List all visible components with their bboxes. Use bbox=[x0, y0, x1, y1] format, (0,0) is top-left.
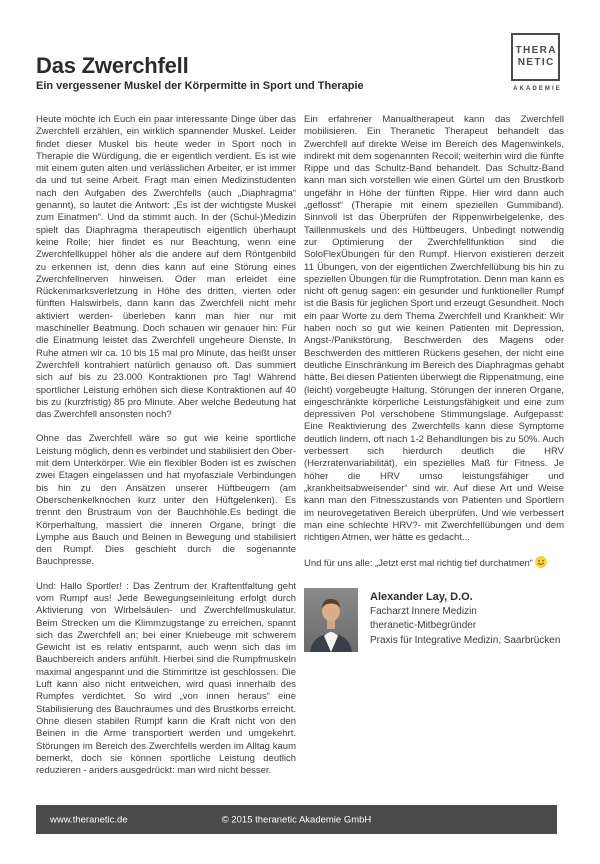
paragraph: Und: Hallo Sportler! : Das Zentrum der Kraftentfaltung geht vom Rumpf aus! Jede Bewegungseinleitung erfolgt durch Aktivierung von Wirbelsäulen- und Zwerchfellmuskulatur. Beim Strecken um die Klimmzugstange zu erreichen, spannt sich das Zwerchfell an; bei einer Kniebeuge mit schwerem Gewicht ist es relativ entspannt, auch wenn sich das im Bauchbereich anders anfühlt. Hierbei sind die Rumpfmuskeln maximal angespannt und die Stimmritze ist geschlossen. Die Luft kann also nicht entweichen, wird quasi innerhalb des Rumpfes verdichtet. So wird „von innen heraus“ eine Stabilisierung des Bauchraumes und des Brustkorbs erreicht. Ohne diesen stabilen Rumpf kann die Kraft nicht von den Beinen in die Arme transportiert werden und umgekehrt. Störungen im Bereich des Zwerchfells werden im Alltag kaum bemerkt, doch sie können sportliche Leistung deutlich reduzieren - anders ausgedrückt: man wird nicht besser. bbox=[36, 580, 296, 777]
logo-text-line1: THERA bbox=[515, 45, 557, 56]
closing-line bbox=[304, 556, 564, 570]
author-name: Alexander Lay, D.O. bbox=[370, 590, 473, 603]
paragraph: Heute möchte ich Euch ein paar interessante Dinge über das Zwerchfell erzählen, ein wirklich spannender Muskel. Leider findet dieser Muskel bis heute weder in Sport noch in Therapie die Würdigung, die er eigentlich verdient. Es ist wie mit einem guten alten und verlässlichen Arbeiter, er ist immer da und tut seine Arbeit. Fragt man einen Medizinstudenten nach den Aufgaben des Zwerchfells (auch „Diaphragma“ genannt), so lautet die Antwort: „Es ist der wichtigste Muskel zum Einatmen“. Und da stimmt auch. In der (Schul-)Medizin spielt das Diaphragma therapeutisch eigentlich überhaupt keine Rolle; hier findet es nur Beachtung, wenn eine Zwerchfellkuppel höher als die andere auf dem Röntgenbild zu erkennen ist, denn dies kann auf eine Störung eines Zwerchfellnerven hinweisen. Oder man erleidet eine Rückenmarksverletzung in Höhe des dritten, vierten oder fünften Halswirbels, dann kann das Zwerchfell nicht mehr aktiviert werden- überleben kann man hier nur mit maschineller Beatmung. Doch schauen wir genauer hin: Für die Einatmung leistet das Zwerchfell ungeheure Dienste. In Ruhe atmen wir ca. 10 bis 15 mal pro Minute, das heißt unser Zwerchfell kontrahiert natürlich genauso oft. Das summiert sich auf bis zu 23.000 Kontraktionen pro Tag! Während sportlicher Leistung erhöhen sich diese Kontraktionen auf 40 bis zu (kurzfristig) 85 pro Minute. Aber welche Bedeutung hat das Zwerchfell ansonsten noch? bbox=[36, 114, 296, 421]
logo-text-line2: NETIC bbox=[517, 57, 555, 68]
author-photo bbox=[304, 588, 358, 652]
header bbox=[36, 54, 466, 93]
author-info bbox=[370, 588, 560, 652]
footer-bar bbox=[36, 805, 557, 834]
theranetic-logo bbox=[511, 33, 561, 92]
right-column bbox=[304, 114, 564, 777]
closing-text: Und für uns alle: „Jetzt erst mal richtig tief durchatmen“ bbox=[304, 558, 533, 570]
author-title: Facharzt Innere Medizin bbox=[370, 605, 477, 617]
footer-copyright: © 2015 theranetic Akademie GmbH bbox=[221, 814, 372, 825]
author-role: theranetic-Mitbegründer bbox=[370, 620, 477, 632]
page-subtitle: Ein vergessener Muskel der Körpermitte in Sport und Therapie bbox=[36, 80, 364, 92]
footer-website-link[interactable]: www.theranetic.de bbox=[50, 814, 128, 825]
page-title: Das Zwerchfell bbox=[36, 53, 189, 78]
left-column bbox=[36, 114, 296, 777]
paragraph: Ohne das Zwerchfell wäre so gut wie keine sportliche Leistung möglich, denn es verbindet und stabilisiert den Ober- mit dem Unterkörper. Wie ein flexibler Boden ist es zwischen zwei Etagen eingelassen und hat myofasziale Verbindungen bis hin zu den Ansätzen unserer Hüftbeugern (am Oberschenkelknochen kurz unter den Hüftgelenken). Es trennt den Brustraum von der Bauchhöhle.Es bedingt die Körperhaltung, massiert die inneren Organe, bringt die Lymphe aus Bauch und Beinen in Bewegung und stabilisiert den Rumpf. Dies geschieht durch die sogenannte Bauchpresse. bbox=[36, 433, 296, 568]
logo-akademie-label: AKADEMIE bbox=[513, 86, 562, 92]
author-practice: Praxis für Integrative Medizin, Saarbrücken bbox=[370, 634, 561, 646]
article-body bbox=[36, 114, 564, 777]
author-block bbox=[304, 588, 564, 652]
logo-box bbox=[511, 33, 560, 81]
smiley-icon bbox=[535, 556, 547, 568]
paragraph: Ein erfahrener Manualtherapeut kann das Zwerchfell mobilisieren. Ein Theranetic Therapeut behandelt das Zwerchfell auf direkte Weise im Bereich des Magenwinkels, indirekt mit dem sogenannten Recoil; weiterhin wird die fünfte Rippe und das Schultz-Band behandelt. Das Schultz-Band kann man sich vorstellen wie einen Gürtel um den Brustkorb ungefähr in Höhe der fünften Rippe. Hier wird dann auch „geflosst“ (Therapie mit einem speziellen Gummiband). Sinnvoll ist das Überprüfen der Rippenwirbelgelenke, des Taillenmuskels und des Hüftbeugers. Unbedingt notwendig zur Optimierung der Zwerchfellfunktion sind die SoloFlexÜbungen für den Rumpf. Hiervon existieren derzeit 11 Übungen, von der eigentlichen Zwerchfellübung bis hin zu speziellen Übungen für die Rumpfrotation. Denn man kann es nicht oft genug sagen: ein gesunder und funktioneller Rumpf ist die Basis für jeglichen Sport und erzeugt Gesundheit. Noch ein paar Worte zu dem Thema Zwerchfell und Krankheit: Wir haben noch so gut wie keinen Patienten mit Depression, Angst-/Panikstörung, Beschwerden des Magens oder Beschwerden des mittleren Rückens gesehen, der nicht eine deutliche Einschränkung im Bereich des Diaphragmas gehabt hätte. Bei diesen Patienten überwiegt die Rippenatmung, eine (leicht) vorgebeugte Haltung, Störungen der inneren Organe, eingeschränkte körperliche Leistungsfähigkeit und eine zum depressiven Pol verschobene Stimmungslage. Aufgepasst: Eine Reaktivierung des Zwerchfells kann diese Symptome deutlich lindern, oft nach 1-2 Behandlungen bis zu 50%. Auch verbessert sich hierdurch deutlich die HRV (Herzratenvariabilität), ein spezielles Maß für Fitness. Je höher die HRV umso leistungsfähiger und „krankheitsabweisender“ sind wir. Auf diese Art und Weise kann man den Fitnesszustands von Patienten und Sportlern im neurovegetativen Bereich überprüfen. Und wie verbessert man eine schlechte HRV?- mit Zwerchfellübungen und dem richtigen Atmen, wer hätte es gedacht... bbox=[304, 114, 564, 544]
